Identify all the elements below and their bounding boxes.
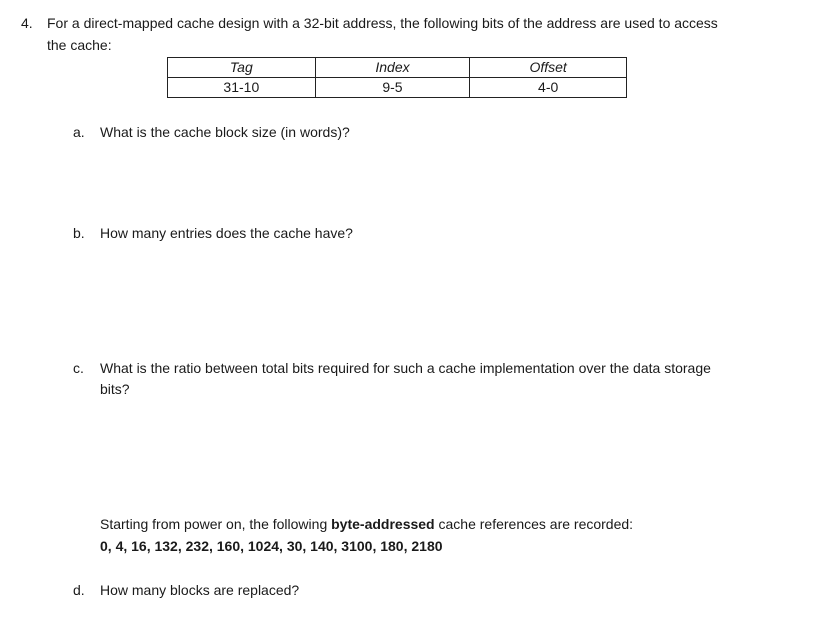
header-tag: Tag bbox=[168, 58, 316, 78]
table-row bbox=[168, 78, 627, 98]
part-c-text-line1: What is the ratio between total bits required for such a cache implementation over the data storage bbox=[100, 360, 711, 376]
part-a-label: a. bbox=[73, 124, 85, 140]
part-c-label: c. bbox=[73, 360, 84, 376]
header-index: Index bbox=[315, 58, 470, 78]
question-number: 4. bbox=[21, 15, 33, 31]
index-bits: 9-5 bbox=[315, 78, 470, 98]
question-intro-line1: For a direct-mapped cache design with a 32-bit address, the following bits of the address are used to access bbox=[47, 15, 718, 31]
question-intro-line2: the cache: bbox=[47, 37, 112, 53]
part-b-label: b. bbox=[73, 225, 85, 241]
references-prefix: Starting from power on, the following bbox=[100, 516, 332, 532]
offset-bits: 4-0 bbox=[470, 78, 627, 98]
references-emphasis: byte-addressed bbox=[331, 516, 435, 532]
table-header-row bbox=[168, 58, 627, 78]
references-intro bbox=[100, 516, 633, 532]
header-offset: Offset bbox=[470, 58, 627, 78]
part-a-text: What is the cache block size (in words)? bbox=[100, 124, 350, 140]
part-d-text: How many blocks are replaced? bbox=[100, 582, 300, 598]
address-bits-table bbox=[167, 57, 627, 98]
references-suffix: cache references are recorded: bbox=[434, 516, 634, 532]
references-list: 0, 4, 16, 132, 232, 160, 1024, 30, 140, 3100, 180, 2180 bbox=[100, 538, 443, 554]
part-c-text-line2: bits? bbox=[100, 381, 130, 397]
part-d-label: d. bbox=[73, 582, 85, 598]
tag-bits: 31-10 bbox=[168, 78, 316, 98]
part-b-text: How many entries does the cache have? bbox=[100, 225, 353, 241]
